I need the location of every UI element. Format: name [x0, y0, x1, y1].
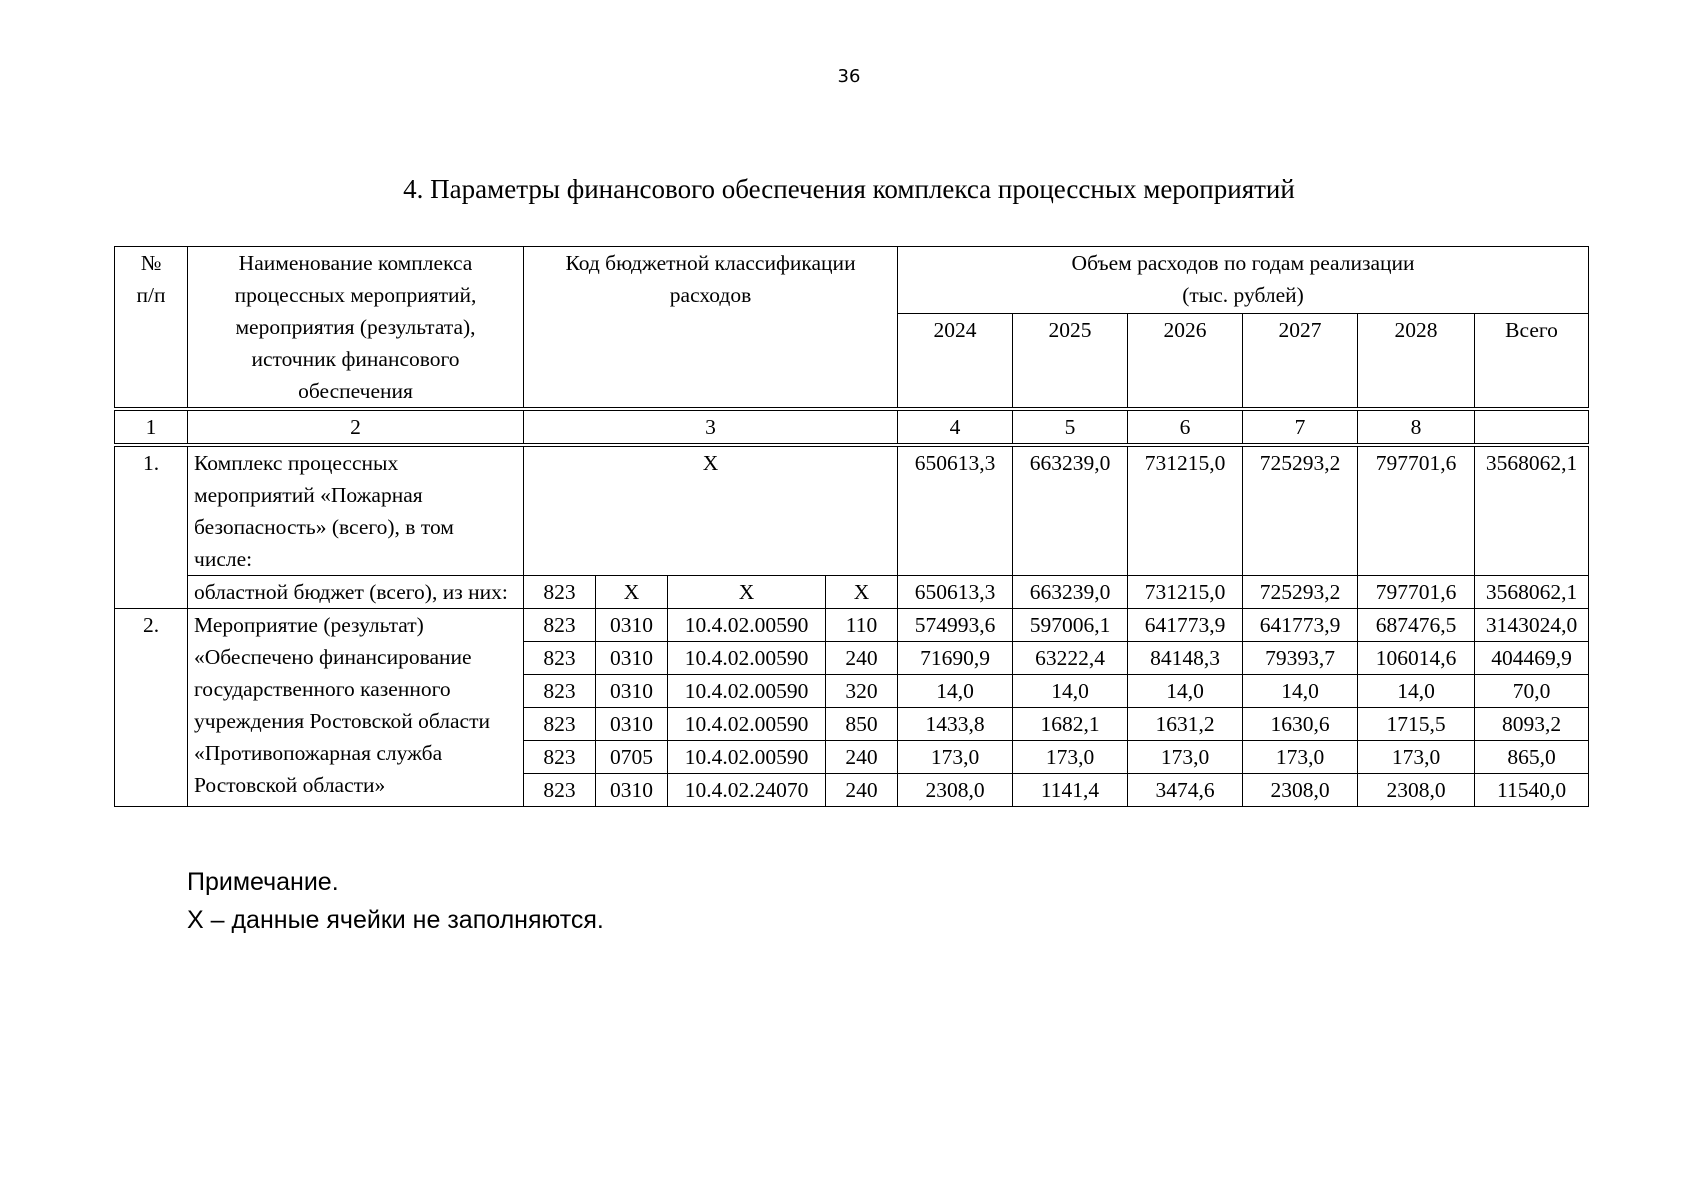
code-cell: 10.4.02.24070	[668, 774, 826, 807]
value-cell: 1630,6	[1243, 708, 1358, 741]
header-year: 2024	[898, 313, 1013, 409]
note-label: Примечание.	[187, 868, 339, 896]
value-cell: 865,0	[1475, 741, 1589, 774]
header-code: Код бюджетной классификации расходов	[524, 247, 898, 410]
code-cell: 0705	[596, 741, 668, 774]
value-cell: 650613,3	[898, 445, 1013, 576]
value-cell: 1141,4	[1013, 774, 1128, 807]
column-number: 2	[188, 409, 524, 445]
column-number: 4	[898, 409, 1013, 445]
value-cell: 2308,0	[898, 774, 1013, 807]
code-cell: 823	[524, 642, 596, 675]
value-cell: 3568062,1	[1475, 576, 1589, 609]
value-cell: 8093,2	[1475, 708, 1589, 741]
header-volume: Объем расходов по годам реализации (тыс. рублей)	[898, 247, 1589, 314]
column-number: 6	[1128, 409, 1243, 445]
code-cell: 240	[826, 774, 898, 807]
code-cell: 823	[524, 774, 596, 807]
document-title: 4. Параметры финансового обеспечения комплекса процессных мероприятий	[403, 174, 1295, 204]
value-cell: 1433,8	[898, 708, 1013, 741]
value-cell: 404469,9	[1475, 642, 1589, 675]
value-cell: 725293,2	[1243, 445, 1358, 576]
header-num: № п/п	[115, 247, 188, 410]
value-cell: 797701,6	[1358, 445, 1475, 576]
value-cell: 173,0	[1243, 741, 1358, 774]
value-cell: 71690,9	[898, 642, 1013, 675]
code-cell: X	[668, 576, 826, 609]
value-cell: 663239,0	[1013, 576, 1128, 609]
code-cell: 823	[524, 708, 596, 741]
header-name: Наименование комплекса процессных мероприятий, мероприятия (результата), источник финансового обеспечения	[188, 247, 524, 410]
value-cell: 106014,6	[1358, 642, 1475, 675]
column-number: 5	[1013, 409, 1128, 445]
value-cell: 14,0	[1128, 675, 1243, 708]
value-cell: 731215,0	[1128, 576, 1243, 609]
code-cell: 823	[524, 675, 596, 708]
value-cell: 79393,7	[1243, 642, 1358, 675]
value-cell: 731215,0	[1128, 445, 1243, 576]
code-cell: 10.4.02.00590	[668, 741, 826, 774]
value-cell: 173,0	[1128, 741, 1243, 774]
value-cell: 1682,1	[1013, 708, 1128, 741]
value-cell: 63222,4	[1013, 642, 1128, 675]
column-number: 3	[524, 409, 898, 445]
code-cell: 0310	[596, 609, 668, 642]
code-cell: 850	[826, 708, 898, 741]
section1-code: X	[524, 445, 898, 576]
column-number: 1	[115, 409, 188, 445]
value-cell: 1715,5	[1358, 708, 1475, 741]
value-cell: 663239,0	[1013, 445, 1128, 576]
code-cell: 10.4.02.00590	[668, 609, 826, 642]
code-cell: 823	[524, 609, 596, 642]
column-number: 7	[1243, 409, 1358, 445]
value-cell: 3143024,0	[1475, 609, 1589, 642]
header-year: 2025	[1013, 313, 1128, 409]
value-cell: 641773,9	[1243, 609, 1358, 642]
header-total: Всего	[1475, 313, 1589, 409]
section2-num: 2.	[115, 609, 188, 807]
section1-num: 1.	[115, 445, 188, 609]
code-cell: 0310	[596, 774, 668, 807]
value-cell: 14,0	[898, 675, 1013, 708]
code-cell: 0310	[596, 708, 668, 741]
code-cell: 823	[524, 741, 596, 774]
value-cell: 725293,2	[1243, 576, 1358, 609]
code-cell: 10.4.02.00590	[668, 642, 826, 675]
value-cell: 84148,3	[1128, 642, 1243, 675]
value-cell: 3474,6	[1128, 774, 1243, 807]
column-number-row	[115, 409, 1589, 445]
column-number: 8	[1358, 409, 1475, 445]
code-cell: 240	[826, 642, 898, 675]
code-cell: 320	[826, 675, 898, 708]
code-cell: 240	[826, 741, 898, 774]
code-cell: 10.4.02.00590	[668, 675, 826, 708]
value-cell: 650613,3	[898, 576, 1013, 609]
header-year: 2026	[1128, 313, 1243, 409]
value-cell: 14,0	[1243, 675, 1358, 708]
financing-table	[114, 246, 1589, 807]
value-cell: 641773,9	[1128, 609, 1243, 642]
value-cell: 14,0	[1358, 675, 1475, 708]
code-cell: X	[826, 576, 898, 609]
section1-row	[115, 445, 1589, 576]
code-cell: 110	[826, 609, 898, 642]
header-year: 2028	[1358, 313, 1475, 409]
value-cell: 173,0	[1358, 741, 1475, 774]
code-cell: 0310	[596, 642, 668, 675]
value-cell: 3568062,1	[1475, 445, 1589, 576]
value-cell: 574993,6	[898, 609, 1013, 642]
section1-name: Комплекс процессных мероприятий «Пожарная безопасность» (всего), в том числе:	[188, 445, 524, 576]
header-row	[115, 247, 1589, 314]
note-text: X – данные ячейки не заполняются.	[187, 906, 604, 934]
code-cell: 0310	[596, 675, 668, 708]
section2-row	[115, 609, 1589, 642]
value-cell: 597006,1	[1013, 609, 1128, 642]
value-cell: 11540,0	[1475, 774, 1589, 807]
value-cell: 2308,0	[1358, 774, 1475, 807]
value-cell: 14,0	[1013, 675, 1128, 708]
value-cell: 687476,5	[1358, 609, 1475, 642]
value-cell: 173,0	[1013, 741, 1128, 774]
value-cell: 2308,0	[1243, 774, 1358, 807]
code-cell: 823	[524, 576, 596, 609]
section2-name: Мероприятие (результат) «Обеспечено финансирование государственного казенного учреждения Ростовской области «Противопожарная служба Ростовской области»	[188, 609, 524, 807]
header-year: 2027	[1243, 313, 1358, 409]
code-cell: X	[596, 576, 668, 609]
column-number	[1475, 409, 1589, 445]
value-cell: 797701,6	[1358, 576, 1475, 609]
code-cell: 10.4.02.00590	[668, 708, 826, 741]
section1-sub-row	[115, 576, 1589, 609]
section1-sub-name: областной бюджет (всего), из них:	[188, 576, 524, 609]
value-cell: 173,0	[898, 741, 1013, 774]
page-number: 36	[837, 66, 861, 87]
value-cell: 1631,2	[1128, 708, 1243, 741]
value-cell: 70,0	[1475, 675, 1589, 708]
